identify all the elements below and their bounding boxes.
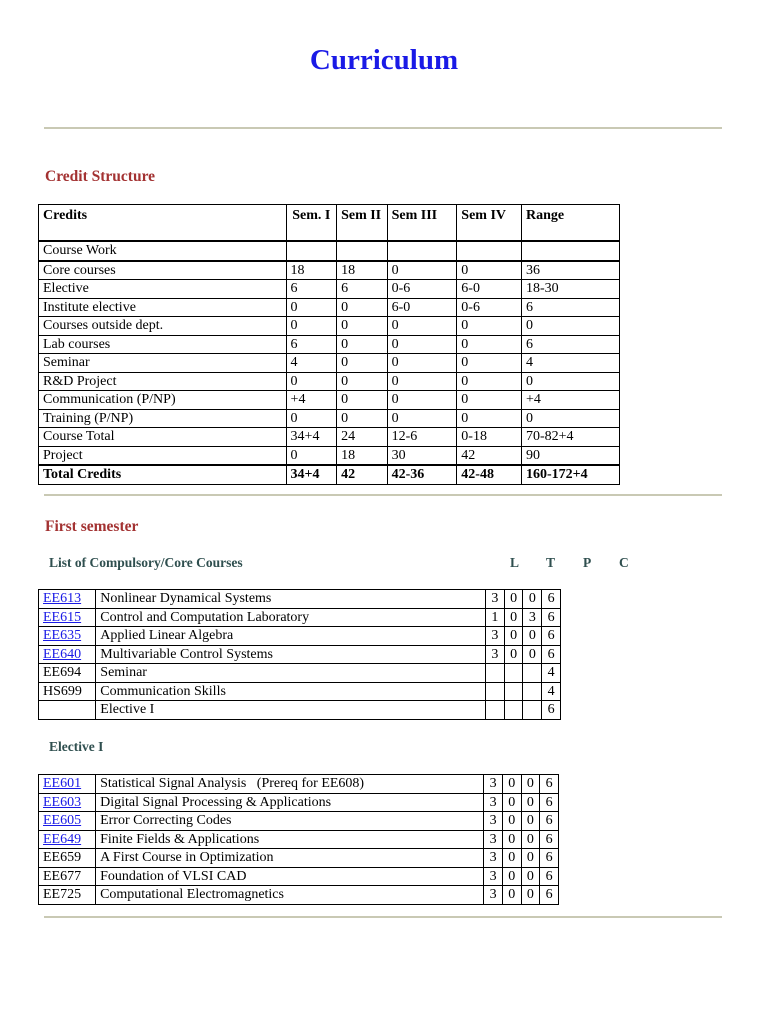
course-row (39, 701, 561, 720)
course-t-value (504, 701, 523, 720)
row-label: Communication (P/NP) (39, 391, 287, 410)
core-courses-heading: List of Compulsory/Core Courses (49, 555, 243, 570)
table-cell: 0 (337, 335, 388, 354)
course-name: A First Course in Optimization (96, 849, 484, 868)
row-label: Course Work (39, 241, 287, 261)
table-cell: 0 (457, 261, 522, 280)
course-t-value: 0 (504, 608, 523, 627)
course-l-value (485, 701, 504, 720)
table-cell: 6-0 (457, 280, 522, 299)
column-header: Sem. I (286, 205, 337, 242)
course-code-cell (39, 701, 96, 720)
course-row (39, 812, 559, 831)
course-l-value: 3 (485, 645, 504, 664)
table-cell: +4 (521, 391, 619, 410)
course-p-value: 3 (523, 608, 542, 627)
course-name: Error Correcting Codes (96, 812, 484, 831)
table-cell: 4 (286, 354, 337, 373)
table-cell: 42 (457, 446, 522, 465)
course-l-value: 3 (485, 590, 504, 609)
column-label-p: P (583, 555, 592, 570)
table-cell: 0 (286, 409, 337, 428)
course-t-value: 0 (502, 775, 521, 794)
course-p-value: 0 (521, 775, 540, 794)
course-row (39, 645, 561, 664)
course-c-value: 6 (540, 812, 559, 831)
table-row (39, 428, 620, 447)
course-t-value: 0 (504, 645, 523, 664)
divider (44, 127, 722, 129)
course-t-value: 0 (502, 793, 521, 812)
table-cell (457, 241, 522, 261)
course-p-value: 0 (523, 627, 542, 646)
course-p-value: 0 (521, 793, 540, 812)
column-header: Credits (39, 205, 287, 242)
table-cell: 6 (521, 335, 619, 354)
table-cell: 42-48 (457, 465, 522, 484)
course-l-value: 3 (484, 867, 503, 886)
table-cell: 0-6 (457, 298, 522, 317)
table-cell: 18 (337, 261, 388, 280)
row-label: Training (P/NP) (39, 409, 287, 428)
table-cell: 0-6 (387, 280, 457, 299)
column-label-l: L (510, 555, 520, 570)
table-row (39, 391, 620, 410)
course-name: Nonlinear Dynamical Systems (96, 590, 486, 609)
table-row (39, 354, 620, 373)
table-cell: 0 (457, 335, 522, 354)
course-l-value (485, 664, 504, 683)
course-l-value: 3 (485, 627, 504, 646)
table-row (39, 261, 620, 280)
course-code-cell: HS699 (39, 682, 96, 701)
course-p-value (523, 664, 542, 683)
table-cell: 6 (286, 280, 337, 299)
column-header: Sem II (337, 205, 388, 242)
course-p-value: 0 (523, 645, 542, 664)
table-cell: 0 (387, 335, 457, 354)
table-cell: 0 (521, 317, 619, 336)
course-name: Statistical Signal Analysis (Prereq for EE608) (96, 775, 484, 794)
row-label: Courses outside dept. (39, 317, 287, 336)
course-row (39, 627, 561, 646)
course-row (39, 867, 559, 886)
course-code-link[interactable]: EE605 (43, 813, 82, 828)
course-p-value (523, 682, 542, 701)
table-cell: 34+4 (286, 465, 337, 484)
table-row (39, 241, 620, 261)
course-name: Digital Signal Processing & Applications (96, 793, 484, 812)
row-label: Total Credits (39, 465, 287, 484)
column-label-c: C (619, 555, 629, 570)
course-c-value: 4 (542, 664, 561, 683)
table-cell (387, 241, 457, 261)
table-cell: 30 (387, 446, 457, 465)
table-header-row (39, 205, 620, 242)
table-cell: 0 (286, 298, 337, 317)
course-l-value: 3 (484, 812, 503, 831)
table-cell: 0 (457, 354, 522, 373)
row-label: Seminar (39, 354, 287, 373)
course-c-value: 6 (542, 645, 561, 664)
course-c-value: 6 (540, 867, 559, 886)
course-code-cell: EE677 (39, 867, 96, 886)
table-cell: 0 (457, 409, 522, 428)
table-cell: 18-30 (521, 280, 619, 299)
table-cell: 18 (337, 446, 388, 465)
course-c-value: 6 (540, 793, 559, 812)
course-code-cell (39, 793, 96, 812)
course-t-value: 0 (502, 886, 521, 905)
course-name: Computational Electromagnetics (96, 886, 484, 905)
course-code-cell: EE694 (39, 664, 96, 683)
table-cell: 160-172+4 (521, 465, 619, 484)
course-t-value: 0 (504, 627, 523, 646)
table-cell: 12-6 (387, 428, 457, 447)
divider (44, 916, 722, 918)
course-p-value: 0 (521, 867, 540, 886)
course-code-cell (39, 645, 96, 664)
table-cell: 6-0 (387, 298, 457, 317)
table-cell: 0 (337, 372, 388, 391)
course-name: Communication Skills (96, 682, 486, 701)
course-l-value: 1 (485, 608, 504, 627)
table-cell: 0 (286, 446, 337, 465)
course-l-value: 3 (484, 830, 503, 849)
table-cell: 18 (286, 261, 337, 280)
page-title: Curriculum (309, 44, 459, 76)
column-header: Sem IV (457, 205, 522, 242)
divider (44, 494, 722, 496)
course-c-value: 6 (540, 775, 559, 794)
course-code-link[interactable]: EE640 (43, 646, 82, 662)
row-label: Institute elective (39, 298, 287, 317)
course-c-value: 6 (542, 590, 561, 609)
table-cell: 0 (337, 409, 388, 428)
table-cell: 0 (457, 372, 522, 391)
row-label: Core courses (39, 261, 287, 280)
course-t-value: 0 (502, 867, 521, 886)
course-row (39, 886, 559, 905)
course-t-value: 0 (502, 849, 521, 868)
table-row (39, 317, 620, 336)
course-row (39, 608, 561, 627)
course-name: Foundation of VLSI CAD (96, 867, 484, 886)
row-label: Course Total (39, 428, 287, 447)
course-p-value: 0 (521, 830, 540, 849)
course-t-value: 0 (502, 830, 521, 849)
course-code-link[interactable]: EE649 (43, 831, 82, 847)
course-t-value (504, 682, 523, 701)
table-cell: 90 (521, 446, 619, 465)
course-t-value: 0 (504, 590, 523, 609)
course-c-value: 6 (540, 849, 559, 868)
course-name: Finite Fields & Applications (96, 830, 484, 849)
row-label: R&D Project (39, 372, 287, 391)
table-row (39, 335, 620, 354)
table-cell: 0 (337, 391, 388, 410)
table-cell: 36 (521, 261, 619, 280)
table-cell: 0 (337, 298, 388, 317)
credit-structure-heading: Credit Structure (45, 168, 156, 185)
table-cell: 42 (337, 465, 388, 484)
course-name: Applied Linear Algebra (96, 627, 486, 646)
course-row (39, 793, 559, 812)
table-cell: 0 (387, 354, 457, 373)
course-l-value: 3 (484, 849, 503, 868)
table-cell: +4 (286, 391, 337, 410)
table-cell: 34+4 (286, 428, 337, 447)
course-t-value (504, 664, 523, 683)
table-cell: 0 (286, 372, 337, 391)
course-code-cell (39, 627, 96, 646)
course-p-value: 0 (521, 849, 540, 868)
course-l-value: 3 (484, 886, 503, 905)
table-cell (521, 241, 619, 261)
course-code-cell (39, 830, 96, 849)
course-l-value: 3 (484, 775, 503, 794)
table-cell: 0 (286, 317, 337, 336)
course-p-value: 0 (523, 590, 542, 609)
first-semester-heading: First semester (45, 518, 139, 535)
table-cell: 0 (457, 317, 522, 336)
course-name: Elective I (96, 701, 486, 720)
course-code-cell: EE659 (39, 849, 96, 868)
course-p-value: 0 (521, 886, 540, 905)
course-c-value: 6 (542, 627, 561, 646)
table-row (39, 298, 620, 317)
column-label-t: T (546, 555, 556, 570)
course-row (39, 682, 561, 701)
course-row (39, 775, 559, 794)
table-cell: 0 (521, 372, 619, 391)
table-row (39, 409, 620, 428)
elective-courses-table (38, 774, 559, 905)
course-t-value: 0 (502, 812, 521, 831)
course-l-value: 3 (484, 793, 503, 812)
course-c-value: 6 (540, 886, 559, 905)
course-code-cell (39, 775, 96, 794)
row-label: Lab courses (39, 335, 287, 354)
column-header: Sem III (387, 205, 457, 242)
table-cell: 0 (521, 409, 619, 428)
core-courses-table (38, 589, 561, 720)
course-p-value: 0 (521, 812, 540, 831)
table-cell (286, 241, 337, 261)
course-row (39, 590, 561, 609)
course-c-value: 6 (542, 701, 561, 720)
table-cell: 0 (387, 317, 457, 336)
table-cell: 0 (387, 391, 457, 410)
course-code-cell (39, 608, 96, 627)
row-label: Elective (39, 280, 287, 299)
course-row (39, 849, 559, 868)
table-cell: 0 (337, 354, 388, 373)
table-cell: 0 (387, 261, 457, 280)
row-label: Project (39, 446, 287, 465)
course-c-value: 6 (542, 608, 561, 627)
course-p-value (523, 701, 542, 720)
table-cell: 24 (337, 428, 388, 447)
table-cell: 0 (387, 409, 457, 428)
course-name: Control and Computation Laboratory (96, 608, 486, 627)
table-cell: 6 (286, 335, 337, 354)
table-row (39, 372, 620, 391)
table-cell: 6 (521, 298, 619, 317)
course-name: Seminar (96, 664, 486, 683)
table-cell: 70-82+4 (521, 428, 619, 447)
course-code-link[interactable]: EE615 (43, 609, 82, 625)
course-code-cell (39, 812, 96, 831)
course-l-value (485, 682, 504, 701)
course-c-value: 6 (540, 830, 559, 849)
course-c-value: 4 (542, 682, 561, 701)
table-cell: 6 (337, 280, 388, 299)
table-cell: 42-36 (387, 465, 457, 484)
credit-structure-table (38, 204, 620, 485)
table-row (39, 280, 620, 299)
course-name: Multivariable Control Systems (96, 645, 486, 664)
table-row (39, 446, 620, 465)
table-cell: 0 (337, 317, 388, 336)
table-cell: 0 (457, 391, 522, 410)
course-code-cell: EE725 (39, 886, 96, 905)
table-cell: 0-18 (457, 428, 522, 447)
elective-i-heading: Elective I (49, 739, 104, 754)
course-row (39, 830, 559, 849)
table-cell: 4 (521, 354, 619, 373)
course-row (39, 664, 561, 683)
column-header: Range (521, 205, 619, 242)
table-cell (337, 241, 388, 261)
course-code-cell (39, 590, 96, 609)
course-code-link[interactable]: EE613 (43, 591, 82, 606)
course-code-link[interactable]: EE601 (43, 776, 82, 791)
table-cell: 0 (387, 372, 457, 391)
course-code-link[interactable]: EE635 (43, 628, 82, 643)
course-code-link[interactable]: EE603 (43, 794, 82, 810)
table-row (39, 465, 620, 484)
